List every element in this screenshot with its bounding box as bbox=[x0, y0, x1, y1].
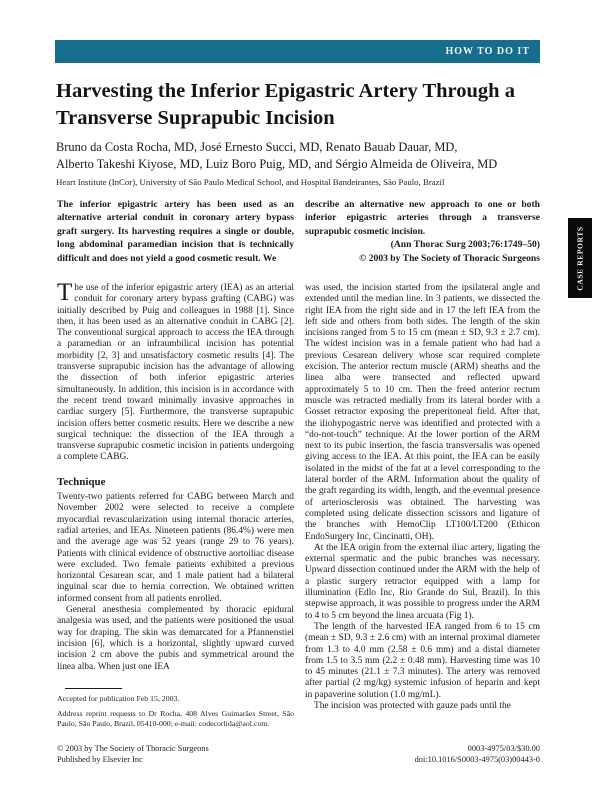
case-reports-label: CASE REPORTS bbox=[575, 225, 585, 291]
body-paragraph-anesthesia: General anesthesia complemented by thoracic epidural analgesia was used, and the patients were positioned the usual way for draping. The skin was demarcated for a Pfannenstiel incision [6], which is a horizontal, slightly upward curved incision 2 cm above the pubis and symmetrical around the linea alba. When just one IEA bbox=[57, 605, 294, 672]
footnote-block bbox=[57, 688, 294, 733]
article-title-line1: Harvesting the Inferior Epigastric Artery Through a bbox=[56, 80, 515, 102]
reprint-note: Address reprint requests to Dr Rocha, 408 Alves Guimarães Street, São Paulo, São Paulo, Brazil, 05410-000; e-mail: codecorlida@aol.com. bbox=[57, 708, 294, 728]
body-paragraph-patients: Twenty-two patients referred for CABG between March and November 2002 were selected to receive a complete myocardial revascularization using internal thoracic arteries, radial arteries, and IEAs. Nineteen patients (86.4%) were men and the average age was 52 years (range 29 to 76 years). Patients with clinical evidence of obstructive aortoiliac disease were excluded. Two female patients exhibited a previous horizontal Cesarean scar, and 1 male patient had a bilateral inguinal scar due to hernia correction. We obtained written informed consent from all patients enrolled. bbox=[57, 492, 294, 604]
body-paragraph-incision: was used, the incision started from the ipsilateral angle and extended until the median line. In 3 patients, we dissected the right IEA from the right side and in 17 the left IEA from the left side and others from both sides. The length of the skin incisions ranged from 5 to 15 cm (mean ± SD, 9.3 ± 2.7 cm). The widest incision was in a female patient who had had a previous Cesarean delivery whose scar required complete excision. The anterior rectum muscle (ARM) sheaths and the linea alba were transected and reflected upward approximately 5 to 10 cm. Then the freed anterior rectum muscle was retracted medially from its lateral border with a Gosset retractor exposing the preperitoneal field. After that, the iliohypogastric nerve was identified and protected with a “do-not-touch” technique. At the lower portion of the ARM next to its pubic insertion, the fascia transversalis was opened giving access to the IEA. At this point, the IEA can be easily isolated in the midst of the fat at a level corresponding to the lateral border of the ARM. Information about the quality of the graft regarding its width, length, and the eventual presence of arteriosclerosis was obtained. The harvesting was completed using delicate dissection scissors and ligature of the branches with HemoClip LT100/LT200 (Ethicon EndoSurgery Inc, Cincinatti, OH). bbox=[305, 283, 540, 542]
body-left-column bbox=[57, 279, 294, 673]
affiliation: Heart Institute (InCor), University of São Paulo Medical School, and Hospital Bandeirantes, São Paulo, Brazil bbox=[56, 177, 445, 187]
footer-doi: doi:10.1016/S0003-4975(03)00443-0 bbox=[414, 754, 540, 764]
technique-heading: Technique bbox=[57, 475, 106, 488]
how-to-do-it-label: HOW TO DO IT bbox=[445, 46, 530, 57]
footer-publisher: Published by Elsevier Inc bbox=[57, 754, 143, 764]
accepted-note: Accepted for publication Feb 15, 2003. bbox=[57, 694, 180, 703]
author-list bbox=[56, 139, 548, 173]
abstract-right-text: describe an alternative new approach to one or both inferior epigastric arteries through a transverse suprapubic cosmetic incision. bbox=[305, 199, 540, 237]
drop-cap: T bbox=[57, 279, 73, 306]
body-paragraph-origin: At the IEA origin from the external iliac artery, ligating the external spermatic and the pubic branches was necessary. Upward dissection continued under the ARM with the help of a plastic surgery retractor equipped with a lamp for illumination (Edlo Inc, Rio Grande do Sul, Brazil). In this stepwise approach, it was possible to progress under the ARM to 4 to 5 cm beyond the linea arcuata (Fig 1). bbox=[305, 542, 540, 621]
body-paragraph-intro bbox=[57, 279, 294, 464]
footer-copyright-block bbox=[57, 744, 337, 765]
body-paragraph-intro-text: he use of the inferior epigastric artery (IEA) as an arterial conduit for coronary artery bypass grafting (CABG) was initially described by Puig and colleagues in 1988 [1]. Since then, it has been used as an alternative conduit in CABG [2]. The conventional surgical approach to access the IEA through a paramedian or an infraumbilical incision has potential morbidity [2, 3] and unsatisfactory cosmetic results [4]. The transverse suprapubic incision has the advantage of allowing the dissection of both inferior epigastric arteries simultaneously. In addition, this incision is in accordance with the recent trend toward minimally invasive approaches in cardiac surgery [5]. Furthermore, the transverse suprapubic incision offers better cosmetic results. Here we describe a new surgical technique: the dissection of the IEA through a transverse suprapubic cosmetic incision in patients undergoing a complete CABG. bbox=[57, 283, 294, 463]
abstract-left-column: The inferior epigastric artery has been used as an alternative arterial conduit in coronary artery bypass graft surgery. Its harvesting requires a single or double, long abdominal paramedian incision that is technically difficult and does not yield a good cosmetic result. We bbox=[57, 199, 294, 264]
author-list-line2: Alberto Takeshi Kiyose, MD, Luiz Boro Puig, MD, and Sérgio Almeida de Oliveira, MD bbox=[56, 157, 498, 171]
footnote-rule bbox=[65, 688, 122, 689]
footer-copyright: © 2003 by The Society of Thoracic Surgeons bbox=[57, 744, 209, 753]
footer-issn: 0003-4975/03/$30.00 bbox=[467, 744, 540, 753]
journal-citation: (Ann Thorac Surg 2003;76:1749–50) bbox=[390, 239, 540, 251]
body-paragraph-gauze: The incision was protected with gauze pads until the bbox=[314, 700, 511, 711]
body-right-column bbox=[305, 283, 540, 712]
body-paragraph-length: The length of the harvested IEA ranged from 6 to 15 cm (mean ± SD, 9.3 ± 2.6 cm) with an internal proximal diameter from 1.3 to 4.0 mm (2.58 ± 0.6 mm) and a distal diameter from 1.5 to 3.5 mm (2.2 ± 0.48 mm). Harvesting time was 10 to 45 minutes (21.1 ± 7.3 minutes). The artery was removed after partial (2 mg/kg) systemic infusion of heparin and kept in papaverine solution (1.0 mg/mL). bbox=[305, 621, 540, 700]
footer-id-block bbox=[300, 744, 540, 765]
abstract-copyright: © 2003 by The Society of Thoracic Surgeons bbox=[359, 252, 540, 264]
category-banner bbox=[55, 40, 540, 63]
case-reports-tab bbox=[568, 218, 592, 298]
abstract-right-column bbox=[305, 198, 540, 265]
article-title-line2: Transverse Suprapubic Incision bbox=[56, 107, 335, 129]
author-list-line1: Bruno da Costa Rocha, MD, José Ernesto Succi, MD, Renato Bauab Dauar, MD, bbox=[56, 140, 458, 154]
article-title bbox=[56, 78, 548, 132]
